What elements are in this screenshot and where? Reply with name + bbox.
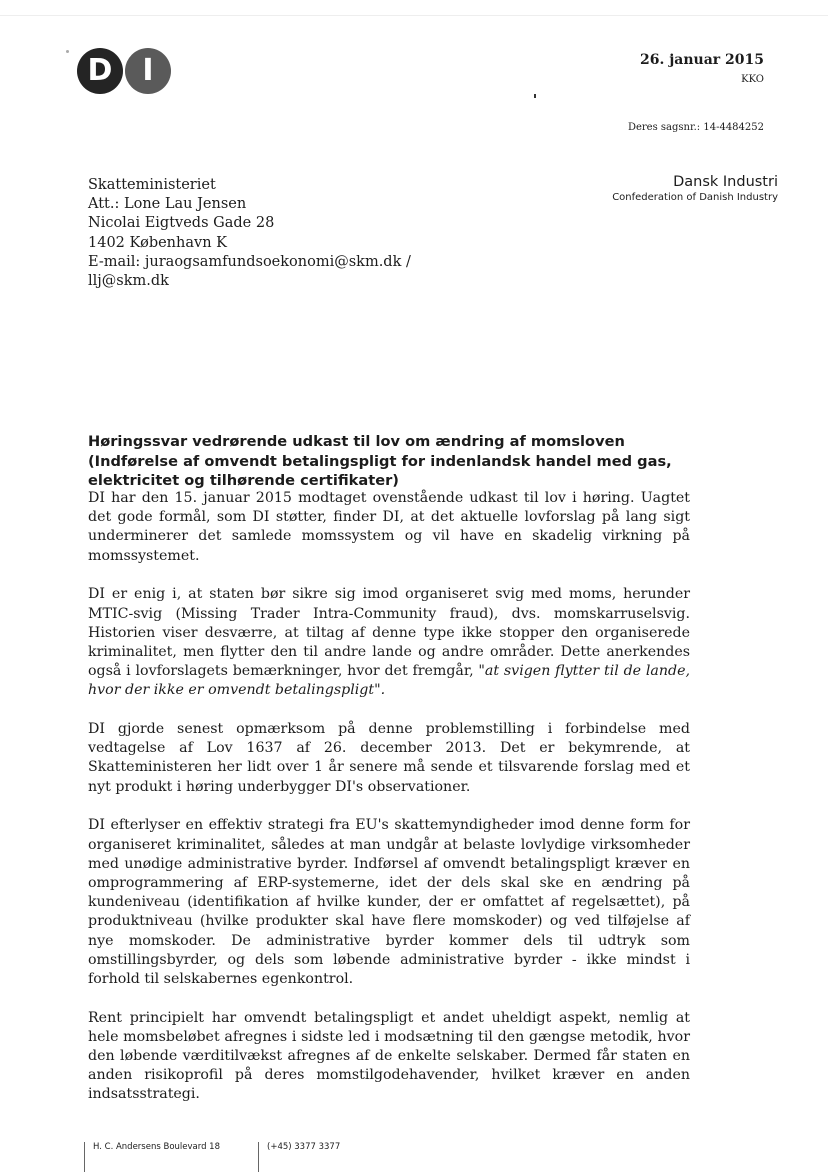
letter-date: 26. januar 2015 — [639, 52, 764, 68]
scan-mark — [534, 94, 536, 98]
top-scan-line — [0, 15, 828, 16]
footer-address — [84, 1142, 220, 1172]
recipient-line: Nicolai Eigtveds Gade 28 — [88, 215, 275, 232]
case-reference: Deres sagsnr.: 14-4484252 — [627, 122, 764, 133]
footer-phone-text: (+45) 3377 3377 — [267, 1142, 341, 1152]
logo-circle-d: D — [77, 48, 123, 94]
recipient-line: 1402 København K — [88, 234, 227, 251]
footer-address-text: H. C. Andersens Boulevard 18 — [93, 1142, 220, 1152]
paragraph-text: DI er enig i, at staten bør sikre sig imod organiseret svig med moms, herunder MTIC-svig (Missing Trader Intra-Community fraud), dvs. momskarruselsvig. Historien viser desværre, at tiltag af denne type ikke stopper den organiserede kriminalitet, men flytter den til andre lande og andre områder. Dette anerkendes også i lovforslagets bemærkninger, hvor det fremgår, — [88, 586, 690, 680]
di-logo — [77, 48, 169, 96]
paragraph: DI har den 15. januar 2015 modtaget ovenstående udkast til lov i høring. Uagtet det gode formål, som DI støtter, finder DI, at det aktuelle lovforslag på lang sigt underminerer det samlede momssystem og vil have en skadelig virkning på momssystemet. — [88, 490, 690, 564]
paragraph: DI gjorde senest opmærksom på denne problemstilling i forbindelse med vedtagelse af Lov 1637 af 26. december 2013. Det er bekymrende, at Skatteministeren her lidt over 1 år senere må sende et tilsvarende forslag med et nyt produkt i høring underbygger DI's observationer. — [88, 721, 690, 795]
sender-block — [612, 174, 778, 203]
sender-subtitle: Confederation of Danish Industry — [612, 192, 778, 203]
paragraph — [88, 585, 690, 700]
recipient-line: llj@skm.dk — [88, 273, 169, 290]
initials: KKO — [741, 74, 764, 85]
footer-phone — [258, 1142, 340, 1172]
scan-speck — [66, 50, 69, 53]
sender-name: Dansk Industri — [673, 174, 778, 190]
letter-subject: Høringssvar vedrørende udkast til lov om ændring af momsloven (Indførelse af omvendt betalingspligt for indenlandsk handel med gas, elektricitet og tilhørende certifikater) — [88, 433, 672, 489]
logo-circle-i: I — [125, 48, 171, 94]
quoted-text: "at svigen flytter til de lande, hvor der ikke er omvendt betalingspligt". — [88, 663, 690, 699]
letter-body — [88, 489, 690, 1124]
paragraph: DI efterlyser en effektiv strategi fra EU's skattemyndigheder imod denne form for organiseret kriminalitet, således at man undgår at belaste lovlydige virksomheder med unødige administrative byrder. Indførsel af omvendt betalingspligt kræver en omprogrammering af ERP-systemerne, idet der dels skal ske en ændring på kundeniveau (identifikation af hvilke kunder, der er omfattet af regelsættet), på produktniveau (hvilke produkter skal have flere momskoder) og ved tilføjelse af nye momskoder. De administrative byrder kommer dels til udtryk som omstillingsbyrder, og dels som løbende administrative byrder - ikke mindst i forhold til selskabernes egenkontrol. — [88, 817, 690, 987]
paragraph: Rent principielt har omvendt betalingspligt et andet uheldigt aspekt, nemlig at hele momsbeløbet afregnes i sidste led i modsætning til den gængse metodik, hvor den løbende værditilvækst afregnes af de enkelte selskaber. Dermed får staten en anden risikoprofil på deres momstilgodehavender, hvilket kræver en anden indsatsstrategi. — [88, 1009, 690, 1103]
recipient-line: Att.: Lone Lau Jensen — [88, 196, 247, 213]
recipient-address — [88, 176, 411, 291]
recipient-line: Skatteministeriet — [88, 177, 216, 193]
recipient-line: E-mail: juraogsamfundsoekonomi@skm.dk / — [88, 253, 411, 270]
